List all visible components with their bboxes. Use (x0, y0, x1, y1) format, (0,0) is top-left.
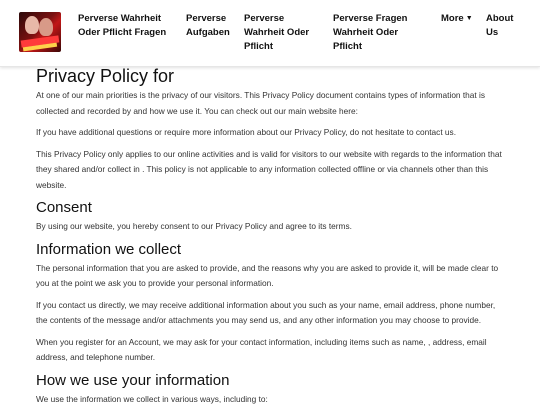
intro-paragraph: At one of our main priorities is the privacy of our visitors. This Privacy Policy document contains types of information that is collected and recorded by and how we use it. You can check out our main website here: (36, 90, 485, 116)
page-title: Privacy Policy for (36, 66, 175, 86)
intro-paragraph: This Privacy Policy only applies to our online activities and is valid for visitors to our website with regards to the information that they shared and/or collect in . This policy is not applicable to any information collected offline or via channels other than this website. (36, 148, 502, 190)
section-heading-how-we-use: How we use your information (36, 371, 230, 389)
nav-item-perverse-fragen-wahrheit-oder-pflicht[interactable]: Perverse Fragen Wahrheit Oder Pflicht (333, 13, 408, 52)
nav-item-perverse-aufgaben[interactable]: Perverse Aufgaben (186, 13, 230, 38)
logo-figure-right (39, 18, 53, 36)
site-header (0, 0, 540, 67)
use-paragraph: We use the information we collect in various ways, including to: (36, 393, 268, 404)
caret-down-icon: ▼ (465, 15, 473, 22)
collect-paragraph: When you register for an Account, we may ask for your contact information, including items such as name, , address, email address, and telephone number. (36, 336, 487, 362)
consent-paragraph: By using our website, you hereby consent to our Privacy Policy and agree to its terms. (36, 221, 352, 231)
main-content (36, 66, 508, 413)
collect-paragraph: If you contact us directly, we may receive additional information about you such as your name, email address, phone number, the contents of the message and/or attachments you may send us, and any other information you may choose to provide. (36, 299, 496, 325)
nav-item-perverse-wahrheit-oder-pflicht[interactable]: Perverse Wahrheit Oder Pflicht (244, 13, 310, 52)
nav-more-label: More (441, 13, 464, 24)
section-heading-information-we-collect: Information we collect (36, 240, 182, 258)
nav-item-about-us[interactable]: About Us (486, 13, 514, 38)
intro-paragraph: If you have additional questions or require more information about our Privacy Policy, do not hesitate to contact us. (36, 127, 456, 137)
site-logo[interactable] (19, 12, 61, 52)
nav-item-perverse-wahrheit-oder-pflicht-fragen[interactable]: Perverse Wahrheit Oder Pflicht Fragen (78, 13, 167, 38)
section-heading-consent: Consent (36, 199, 92, 216)
nav-more-menu[interactable] (441, 12, 473, 26)
collect-paragraph: The personal information that you are asked to provide, and the reasons why you are asked to provide it, will be made clear to you at the point we ask you to provide your personal information. (36, 262, 499, 288)
logo-figure-left (25, 16, 39, 34)
